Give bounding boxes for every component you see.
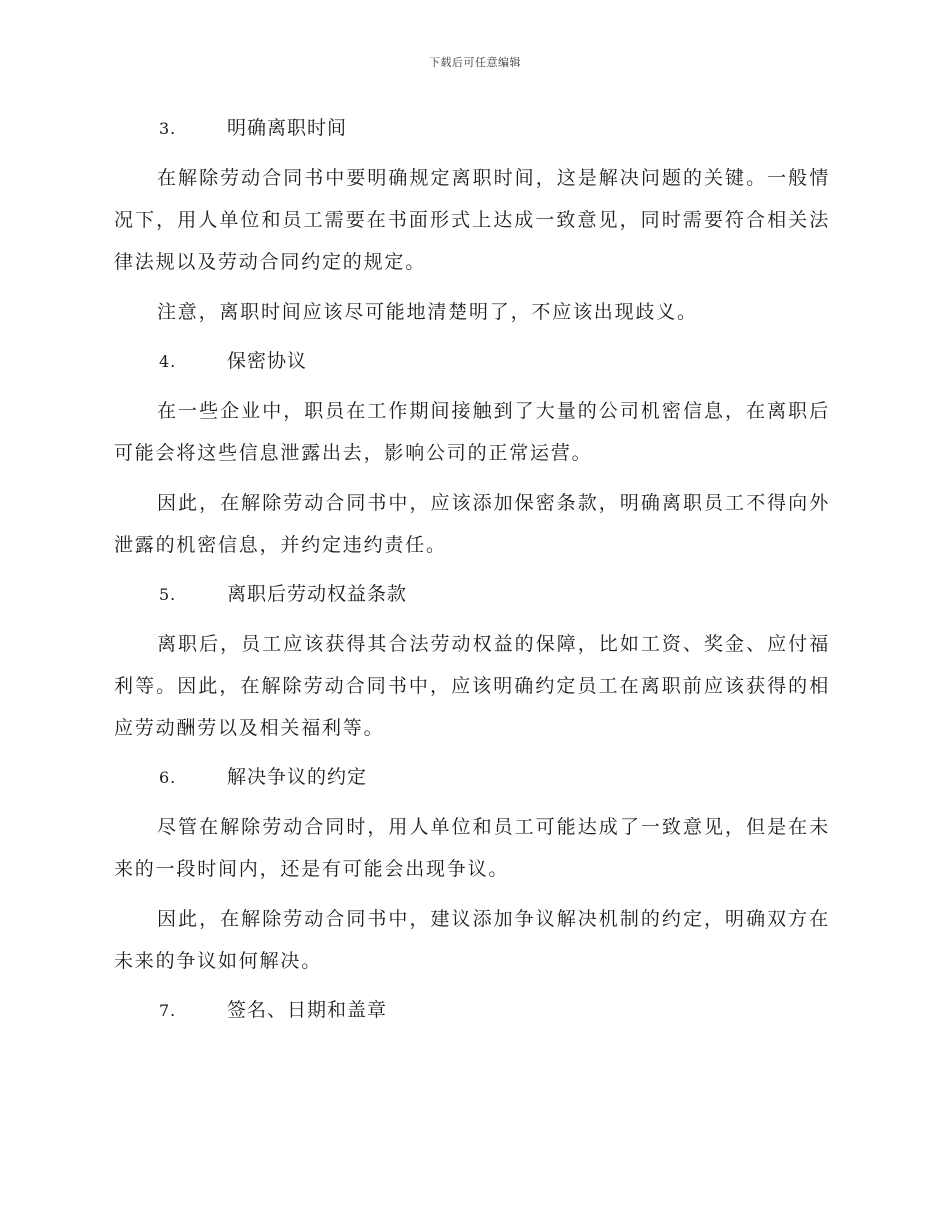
section-title: 签名、日期和盖章 [227,999,388,1021]
section-number: 4. [159,352,177,371]
paragraph: 在解除劳动合同书中要明确规定离职时间，这是解决问题的关键。一般情况下，用人单位和员工需要在书面形式上达成一致意见，同时需要符合相关法律法规以及劳动合同约定的规定。 [114,167,830,273]
section-heading-7 [114,990,830,1031]
section-number: 3. [159,119,177,138]
section-title: 离职后劳动权益条款 [227,583,408,605]
section-heading-6 [114,757,830,798]
section-number: 6. [159,768,177,787]
paragraph: 尽管在解除劳动合同时，用人单位和员工可能达成了一致意见，但是在未来的一段时间内，还是有可能会出现争议。 [114,816,830,880]
section-heading-5 [114,574,830,615]
section-heading-4 [114,341,830,382]
paragraph: 因此，在解除劳动合同书中，应该添加保密条款，明确离职员工不得向外泄露的机密信息，并约定违约责任。 [114,492,830,556]
document-body [114,108,830,1039]
section-title: 解决争议的约定 [227,766,368,788]
paragraph: 离职后，员工应该获得其合法劳动权益的保障，比如工资、奖金、应付福利等。因此，在解除劳动合同书中，应该明确约定员工在离职前应该获得的相应劳动酬劳以及相关福利等。 [114,633,830,739]
section-title: 保密协议 [227,350,308,372]
section-number: 7. [159,1001,177,1020]
paragraph: 在一些企业中，职员在工作期间接触到了大量的公司机密信息，在离职后可能会将这些信息泄露出去，影响公司的正常运营。 [114,400,830,464]
section-title: 明确离职时间 [227,117,348,139]
section-number: 5. [159,585,177,604]
paragraph: 因此，在解除劳动合同书中，建议添加争议解决机制的约定，明确双方在未来的争议如何解决。 [114,908,830,972]
paragraph: 注意，离职时间应该尽可能地清楚明了，不应该出现歧义。 [157,301,698,323]
page-header-note: 下载后可任意编辑 [429,56,521,69]
section-heading-3 [114,108,830,149]
